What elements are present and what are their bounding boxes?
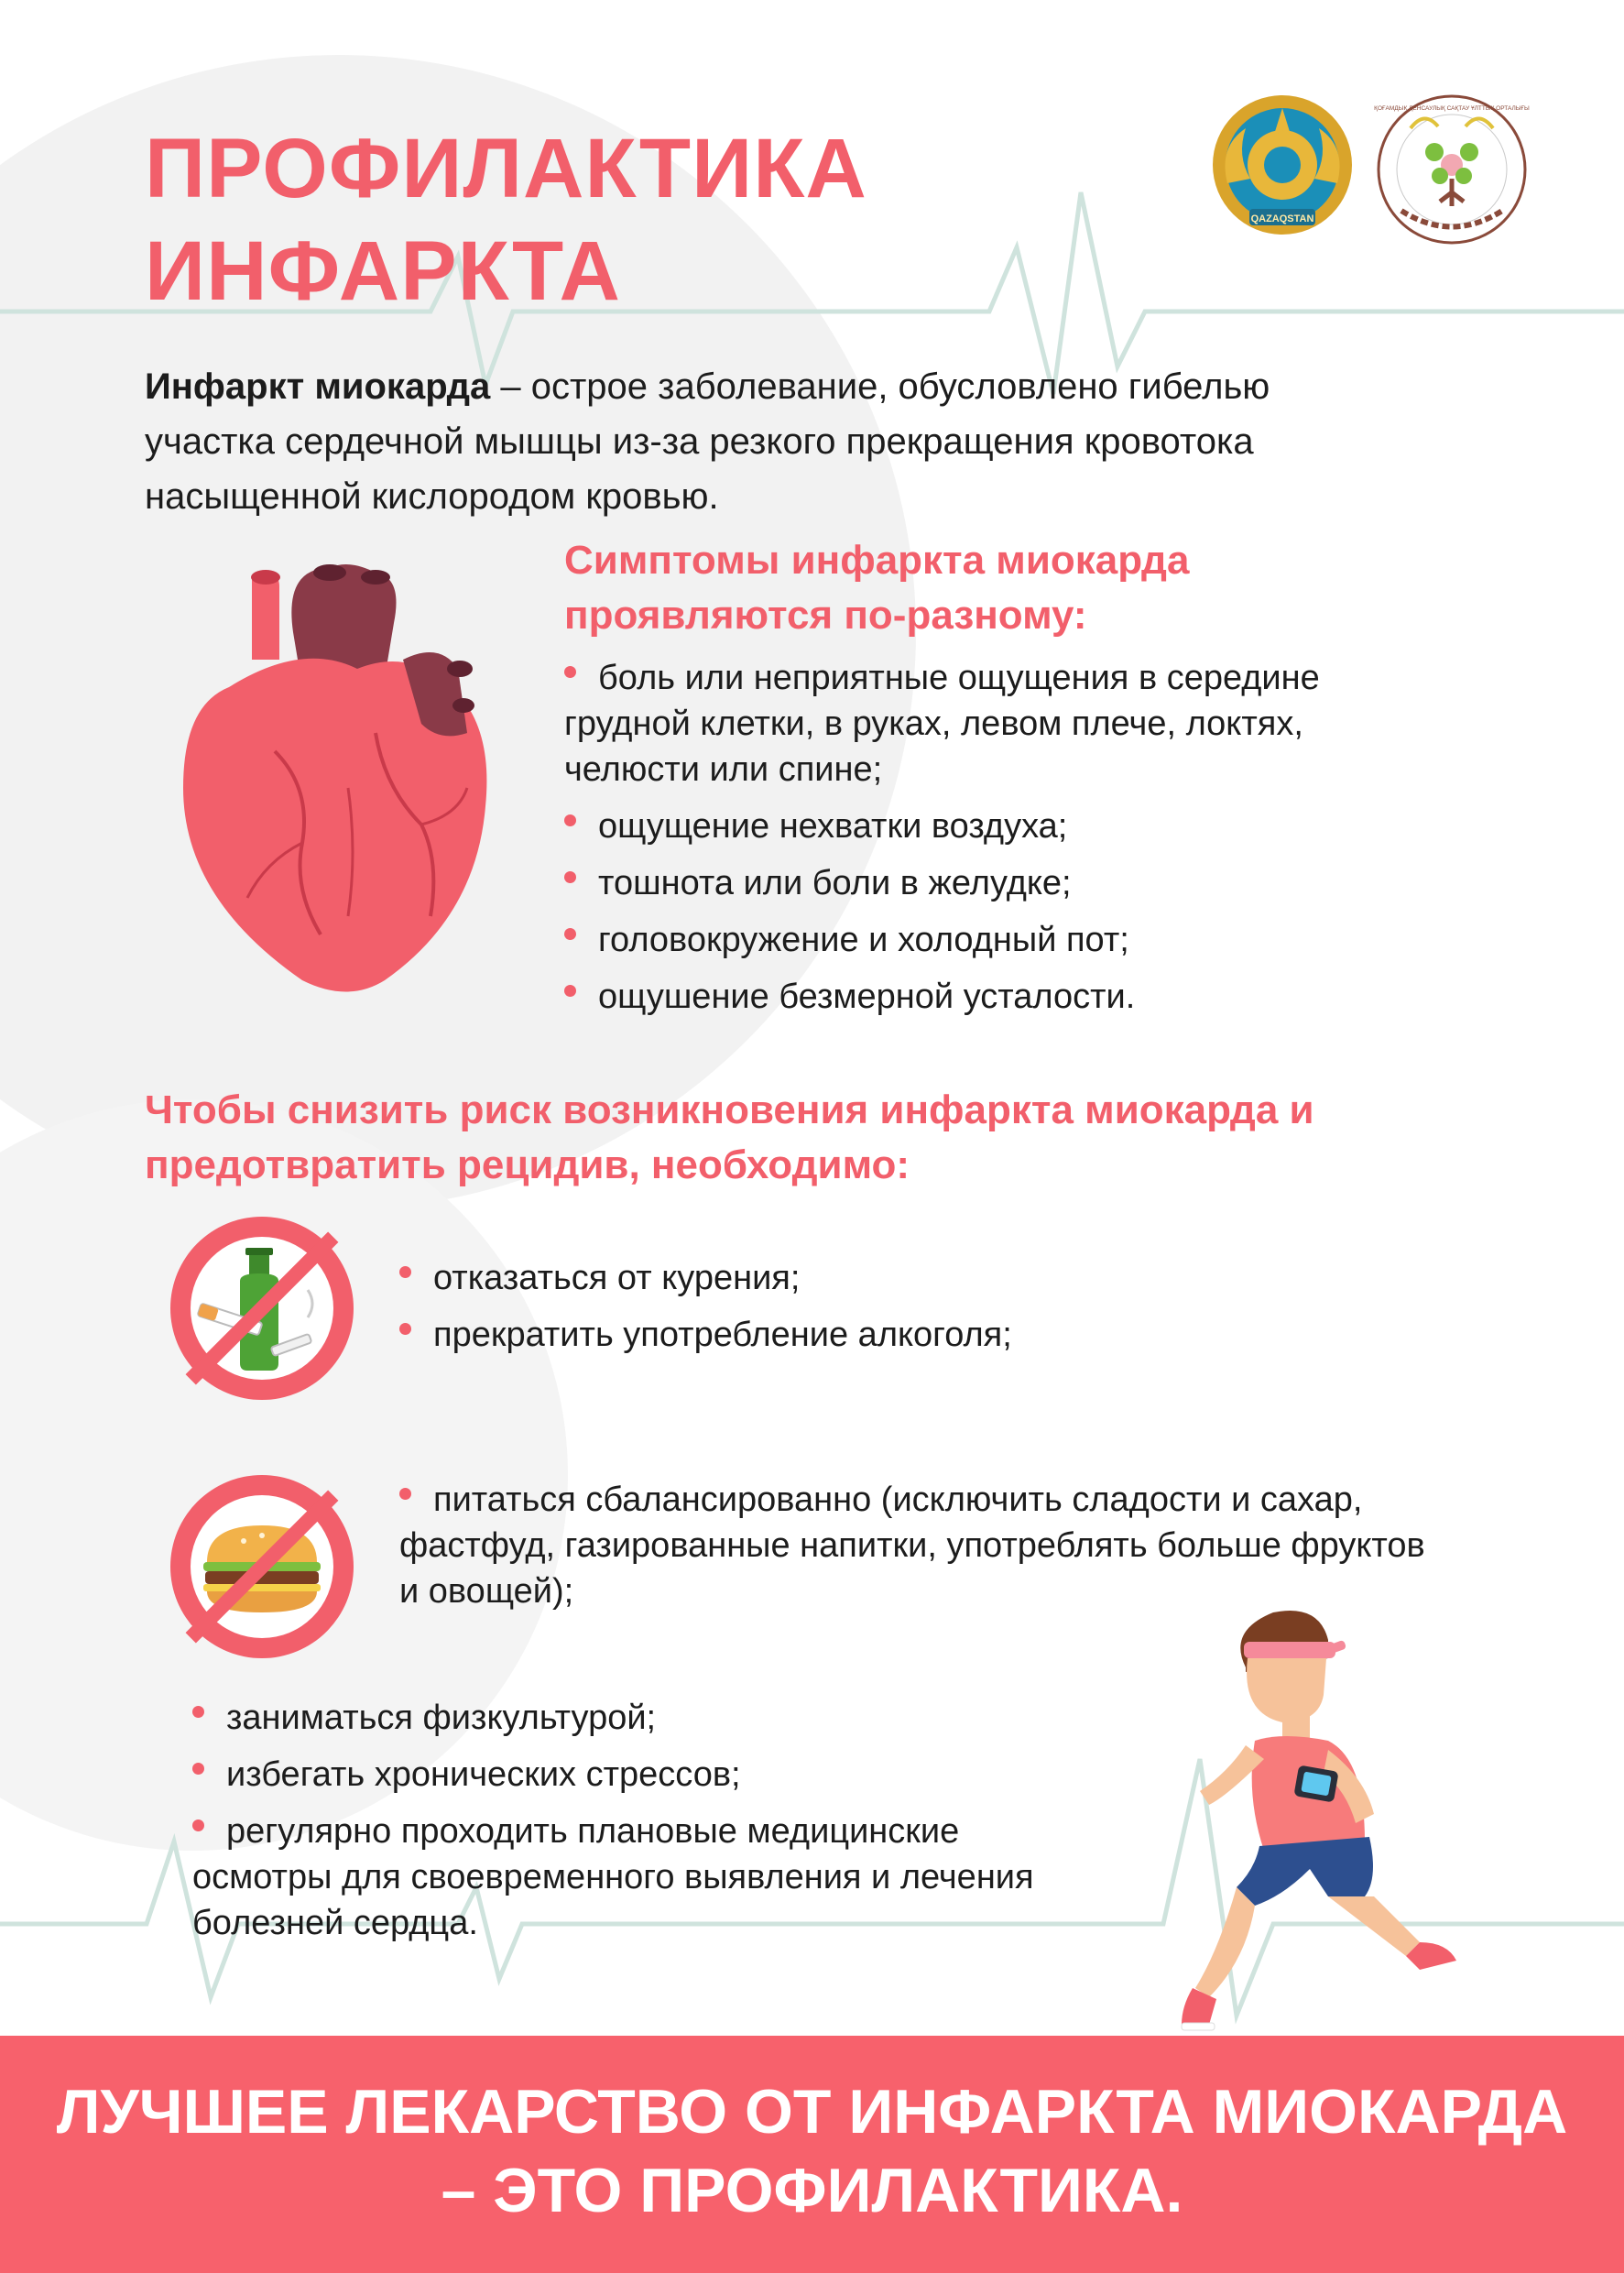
heart-illustration [165,550,522,1008]
intro-line-3: насыщенной кислородом кровью. [145,476,719,517]
state-emblem-logo [1209,92,1356,238]
emblem-text: QAZAQSTAN [1250,213,1314,224]
list-item: прекратить употребление алкоголя; [399,1312,1012,1358]
footer-slogan [0,2072,1624,2230]
prevention-list-3 [192,1695,1034,1946]
bullet-icon [192,1763,204,1775]
no-smoking-alcohol-icon [170,1217,354,1400]
footer-line-1: ЛУЧШЕЕ ЛЕКАРСТВО ОТ ИНФАРКТА МИОКАРДА [56,2077,1568,2147]
symptoms-heading-line-1: Симптомы инфаркта миокарда [564,538,1190,583]
bullet-icon [564,666,576,678]
bullet-icon [399,1323,411,1335]
bullet-icon [564,871,576,883]
bullet-icon [399,1266,411,1278]
bullet-icon [564,928,576,940]
list-item: головокружение и холодный пот; [564,917,1320,963]
list-item: питаться сбалансированно (исключить сладости и сахар, фастфуд, газированные напитки, употреблять больше фруктов и овощей); [399,1481,1425,1611]
intro-line-1: – острое заболевание, обусловлено гибелью [490,366,1270,407]
bullet-icon [564,814,576,826]
list-item: боль или неприятные ощущения в середине грудной клетки, в руках, левом плече, локтях, челюсти или спине; [564,659,1320,789]
intro-term: Инфаркт миокарда [145,366,491,407]
prevention-heading [145,1083,1314,1193]
list-item: ощущение нехватки воздуха; [564,803,1320,849]
bullet-icon [564,985,576,997]
list-item: отказаться от курения; [399,1255,1012,1301]
runner-illustration [1145,1594,1530,2071]
list-item: регулярно проходить плановые медицинские осмотры для своевременного выявления и лечения болезней сердца. [192,1812,1034,1942]
page-title [145,117,867,322]
health-center-logo [1374,92,1530,247]
intro-line-2: участка сердечной мышцы из-за резкого прекращения кровотока [145,421,1254,462]
bullet-icon [192,1706,204,1718]
bullet-icon [399,1488,411,1500]
bullet-icon [192,1819,204,1831]
logo-text: ҚОҒАМДЫҚ ДЕНСАУЛЫҚ САҚТАУ ҰЛТТЫҚ ОРТАЛЫҒЫ [1374,105,1530,112]
prevention-heading-line-1: Чтобы снизить риск возникновения инфаркта миокарда и [145,1087,1314,1132]
list-item: ощушение безмерной усталости. [564,974,1320,1020]
title-line-2: ИНФАРКТА [145,224,621,318]
list-item: заниматься физкультурой; [192,1695,1034,1741]
symptoms-list [564,655,1320,1020]
no-fastfood-icon [170,1475,354,1658]
footer-line-2: – ЭТО ПРОФИЛАКТИКА. [441,2156,1183,2225]
title-line-1: ПРОФИЛАКТИКА [145,122,867,215]
symptoms-heading-line-2: проявляются по-разному: [564,593,1087,638]
symptoms-heading [564,533,1189,643]
prevention-list-1 [399,1255,1012,1358]
intro-paragraph [145,359,1500,524]
list-item: тошнота или боли в желудке; [564,860,1320,906]
list-item: избегать хронических стрессов; [192,1752,1034,1798]
prevention-heading-line-2: предотвратить рецидив, необходимо: [145,1142,910,1187]
